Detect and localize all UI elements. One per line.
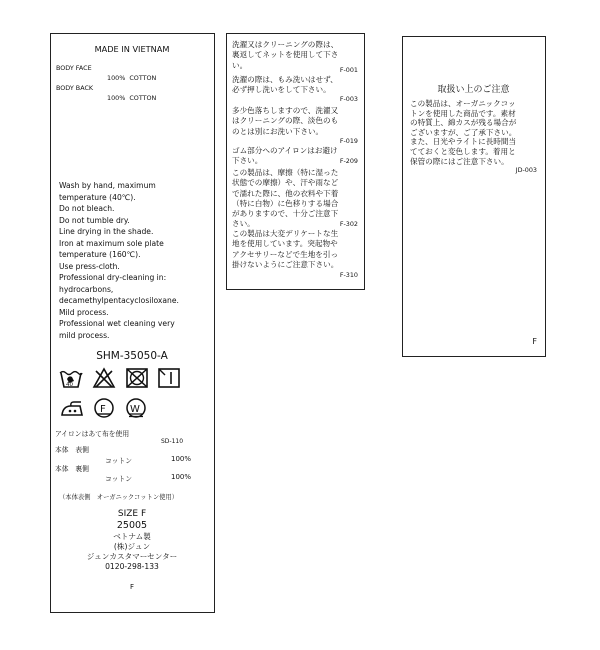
- size-label: SIZE F: [117, 509, 147, 519]
- product-code: SHM-35050-A: [96, 350, 168, 362]
- note-text: ゴム部分へのアイロンはお避け 下さい。: [232, 146, 338, 166]
- made-in-japanese: ベトナム製: [113, 532, 151, 541]
- note-text: この製品は大変デリケートな生 地を使用しています。突起物や アクセサリーなどで生地を引っ 掛けないようにご注意下さい。: [232, 229, 339, 269]
- line-dry-shade-icon: [157, 367, 181, 389]
- note-text: この製品は、摩擦（特に湿った 状態での摩擦）や、汗や雨など で濡れた際に、他の衣料や下着 （特に白物）に色移りする場合 がありますので、十分ご注意下 さい。: [232, 168, 339, 229]
- note-code: F-019: [339, 137, 358, 145]
- product-number: 25005: [116, 520, 148, 531]
- care-instructions-english: Wash by hand, maximum temperature (40℃). Do not bleach. Do not tumble dry. Line drying in the shade. Iron at maximum sole plate temperature (160℃). Use press-cloth. Professional dry-cleaning in: hydrocarbons, decamethylpentacyclosiloxane. Mild process. Professional wet cleaning very mild process.: [59, 181, 179, 340]
- jp-composition-pct: 100%: [171, 455, 192, 463]
- professional-dry-clean-f-icon: [93, 397, 115, 419]
- no-bleach-icon: [92, 367, 116, 389]
- note-code: F-001: [339, 66, 358, 74]
- care-label-notes: [226, 33, 365, 290]
- svg-text:F: F: [100, 404, 106, 415]
- composition-part: BODY BACK: [56, 84, 94, 92]
- caution-code: JD-003: [515, 166, 537, 174]
- note-code: F-209: [339, 157, 358, 165]
- note-text: 洗濯の際は、もみ洗いはせず、 必ず押し洗いをして下さい。: [232, 75, 338, 95]
- organic-note: （本体表側 オーガニックコットン使用）: [59, 494, 179, 501]
- no-tumble-dry-icon: [125, 367, 149, 389]
- jp-composition-material: コットン: [105, 475, 133, 483]
- note-code: F-310: [339, 271, 358, 279]
- caution-title: 取扱い上のご注意: [437, 85, 510, 95]
- jp-composition-label: 本体 表側: [55, 446, 89, 454]
- jp-composition-material: コットン: [105, 457, 133, 465]
- svg-text:40: 40: [66, 382, 73, 388]
- composition-part: BODY FACE: [56, 64, 92, 72]
- iron-medium-icon: [59, 400, 85, 420]
- company-name: (株)ジュン: [113, 542, 151, 551]
- care-label-main: [50, 33, 215, 613]
- composition-value: 100% COTTON: [107, 74, 157, 82]
- svg-text:W: W: [130, 404, 140, 415]
- note-text: 洗濯又はクリーニングの際は、 裏返してネットを使用して下さ い。: [232, 40, 339, 70]
- f-mark: F: [129, 583, 135, 591]
- caution-body: この製品は、オーガニックコッ トンを使用した商品です。素材 の特質上、綿カスが残る場合が ございますが、ご了承下さい。 また、日光やライトに長時間当 てておくと変色します。着用と 保管の際にはご注意下さい。: [410, 99, 517, 166]
- note-code: F-003: [339, 95, 358, 103]
- professional-wet-clean-w-icon: [125, 397, 147, 419]
- sd-code: SD-110: [161, 438, 184, 445]
- composition-value: 100% COTTON: [107, 94, 157, 102]
- jp-composition-label: 本体 裏側: [55, 465, 89, 473]
- f-mark: F: [532, 337, 537, 346]
- care-label-caution: [402, 36, 546, 357]
- note-code: F-302: [339, 220, 358, 228]
- jp-composition-pct: 100%: [171, 473, 192, 481]
- customer-center: ジュンカスタマーセンター: [86, 552, 178, 561]
- phone-number: 0120-298-133: [105, 562, 159, 571]
- note-text: 多少色落ちしますので、洗濯又 はクリーニングの際、淡色のも のとは別にお洗い下さい。: [232, 106, 339, 136]
- hand-wash-40-icon: [59, 368, 83, 390]
- origin-text: MADE IN VIETNAM: [94, 44, 170, 54]
- iron-note: アイロンはあて布を使用: [55, 430, 130, 438]
